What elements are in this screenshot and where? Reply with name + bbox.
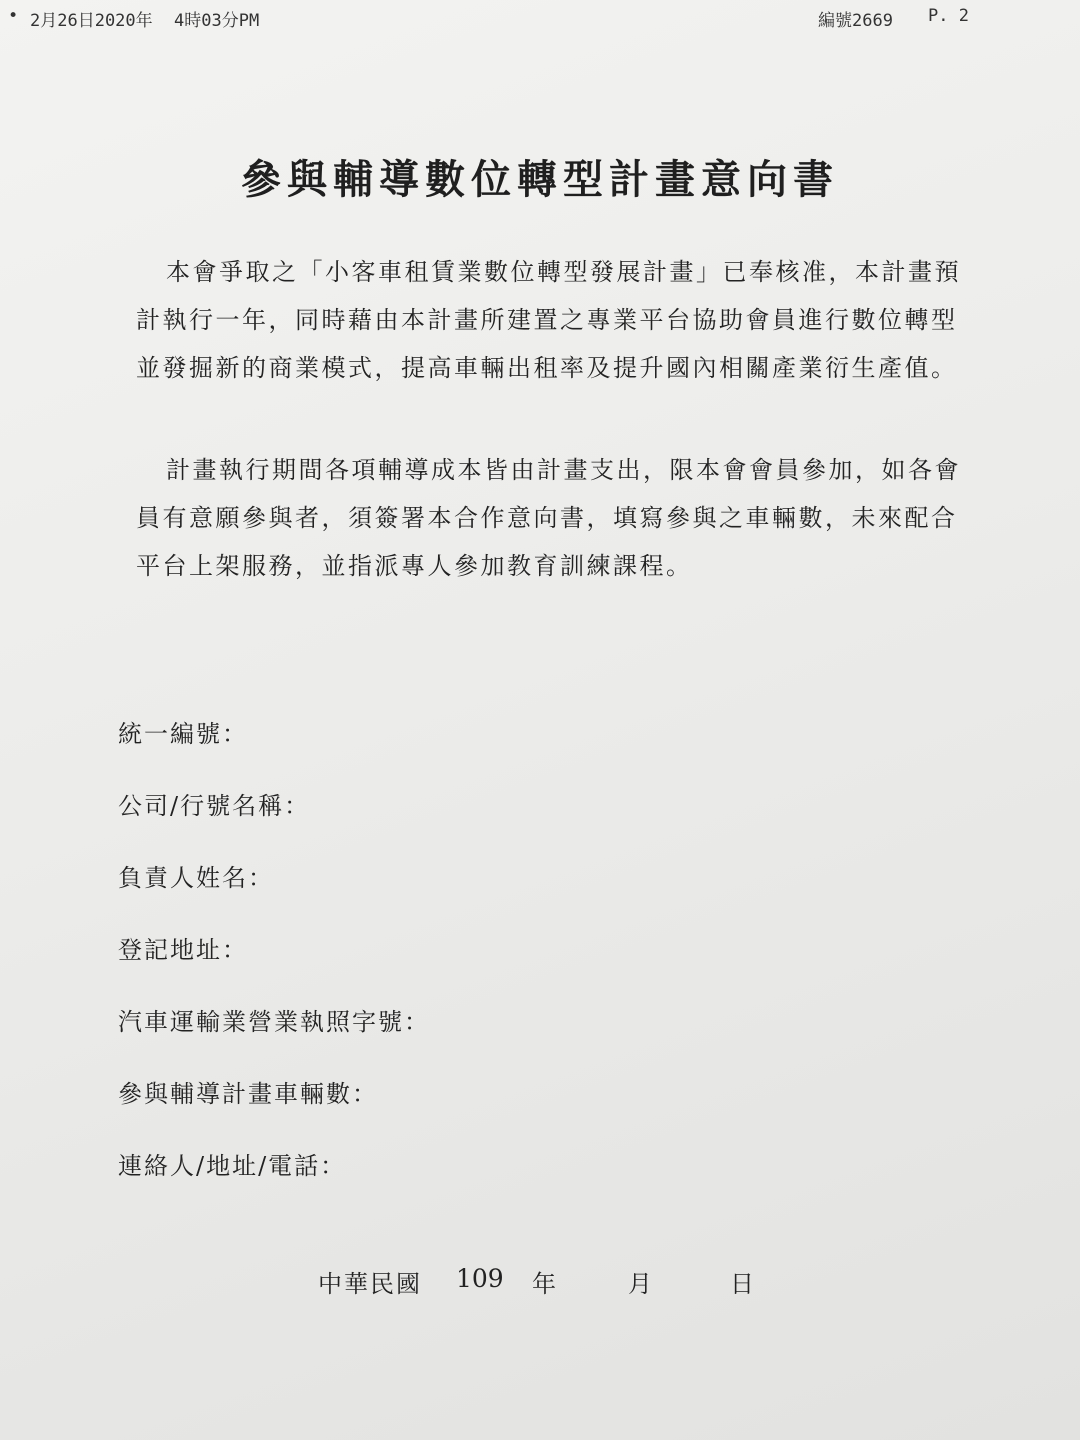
paragraph-2: 計畫執行期間各項輔導成本皆由計畫支出，限本會會員參加，如各會員有意願參與者，須簽署本合作意向書，填寫參與之車輛數，未來配合平台上架服務，並指派專人參加教育訓練課程。: [136, 456, 961, 580]
field-label: 連絡人/地址/電話：: [118, 1152, 347, 1180]
field-label: 登記地址：: [118, 936, 248, 964]
field-responsible-person: [118, 858, 978, 930]
field-registered-address: [118, 930, 978, 1002]
date-year-unit: 年: [532, 1270, 556, 1298]
field-label: 參與輔導計畫車輛數：: [118, 1080, 378, 1108]
field-label: 統一編號：: [118, 720, 248, 748]
field-contact: [118, 1146, 978, 1218]
date-year: 109: [456, 1264, 504, 1293]
fax-time: 4時03分PM: [174, 11, 260, 31]
paragraph-1: 本會爭取之「小客車租賃業數位轉型發展計畫」已奉核准，本計畫預計執行一年，同時藉由本計畫所建置之專業平台協助會員進行數位轉型並發掘新的商業模式，提高車輛出租率及提升國內相關產業衍生產值。: [136, 258, 961, 382]
field-vehicle-count: [118, 1074, 978, 1146]
fax-id: 編號2669: [818, 11, 893, 31]
date-day-unit: 日: [730, 1270, 754, 1298]
field-company-name: [118, 786, 978, 858]
date-month-unit: 月: [628, 1270, 652, 1298]
date-era: 中華民國: [318, 1270, 422, 1298]
document-title: 參與輔導數位轉型計畫意向書: [241, 156, 839, 203]
fax-date: 2月26日2020年: [30, 11, 153, 31]
field-tax-id: [118, 714, 978, 786]
field-label: 公司/行號名稱：: [118, 792, 311, 820]
field-label: 汽車運輸業營業執照字號：: [118, 1008, 430, 1036]
fax-page-number: P. 2: [928, 6, 969, 26]
form-fields: [118, 714, 978, 1218]
fax-mark: •: [8, 6, 19, 26]
field-license-number: [118, 1002, 978, 1074]
field-label: 負責人姓名：: [118, 864, 274, 892]
date-line: [0, 1264, 1080, 1304]
fax-header: [0, 4, 1080, 32]
